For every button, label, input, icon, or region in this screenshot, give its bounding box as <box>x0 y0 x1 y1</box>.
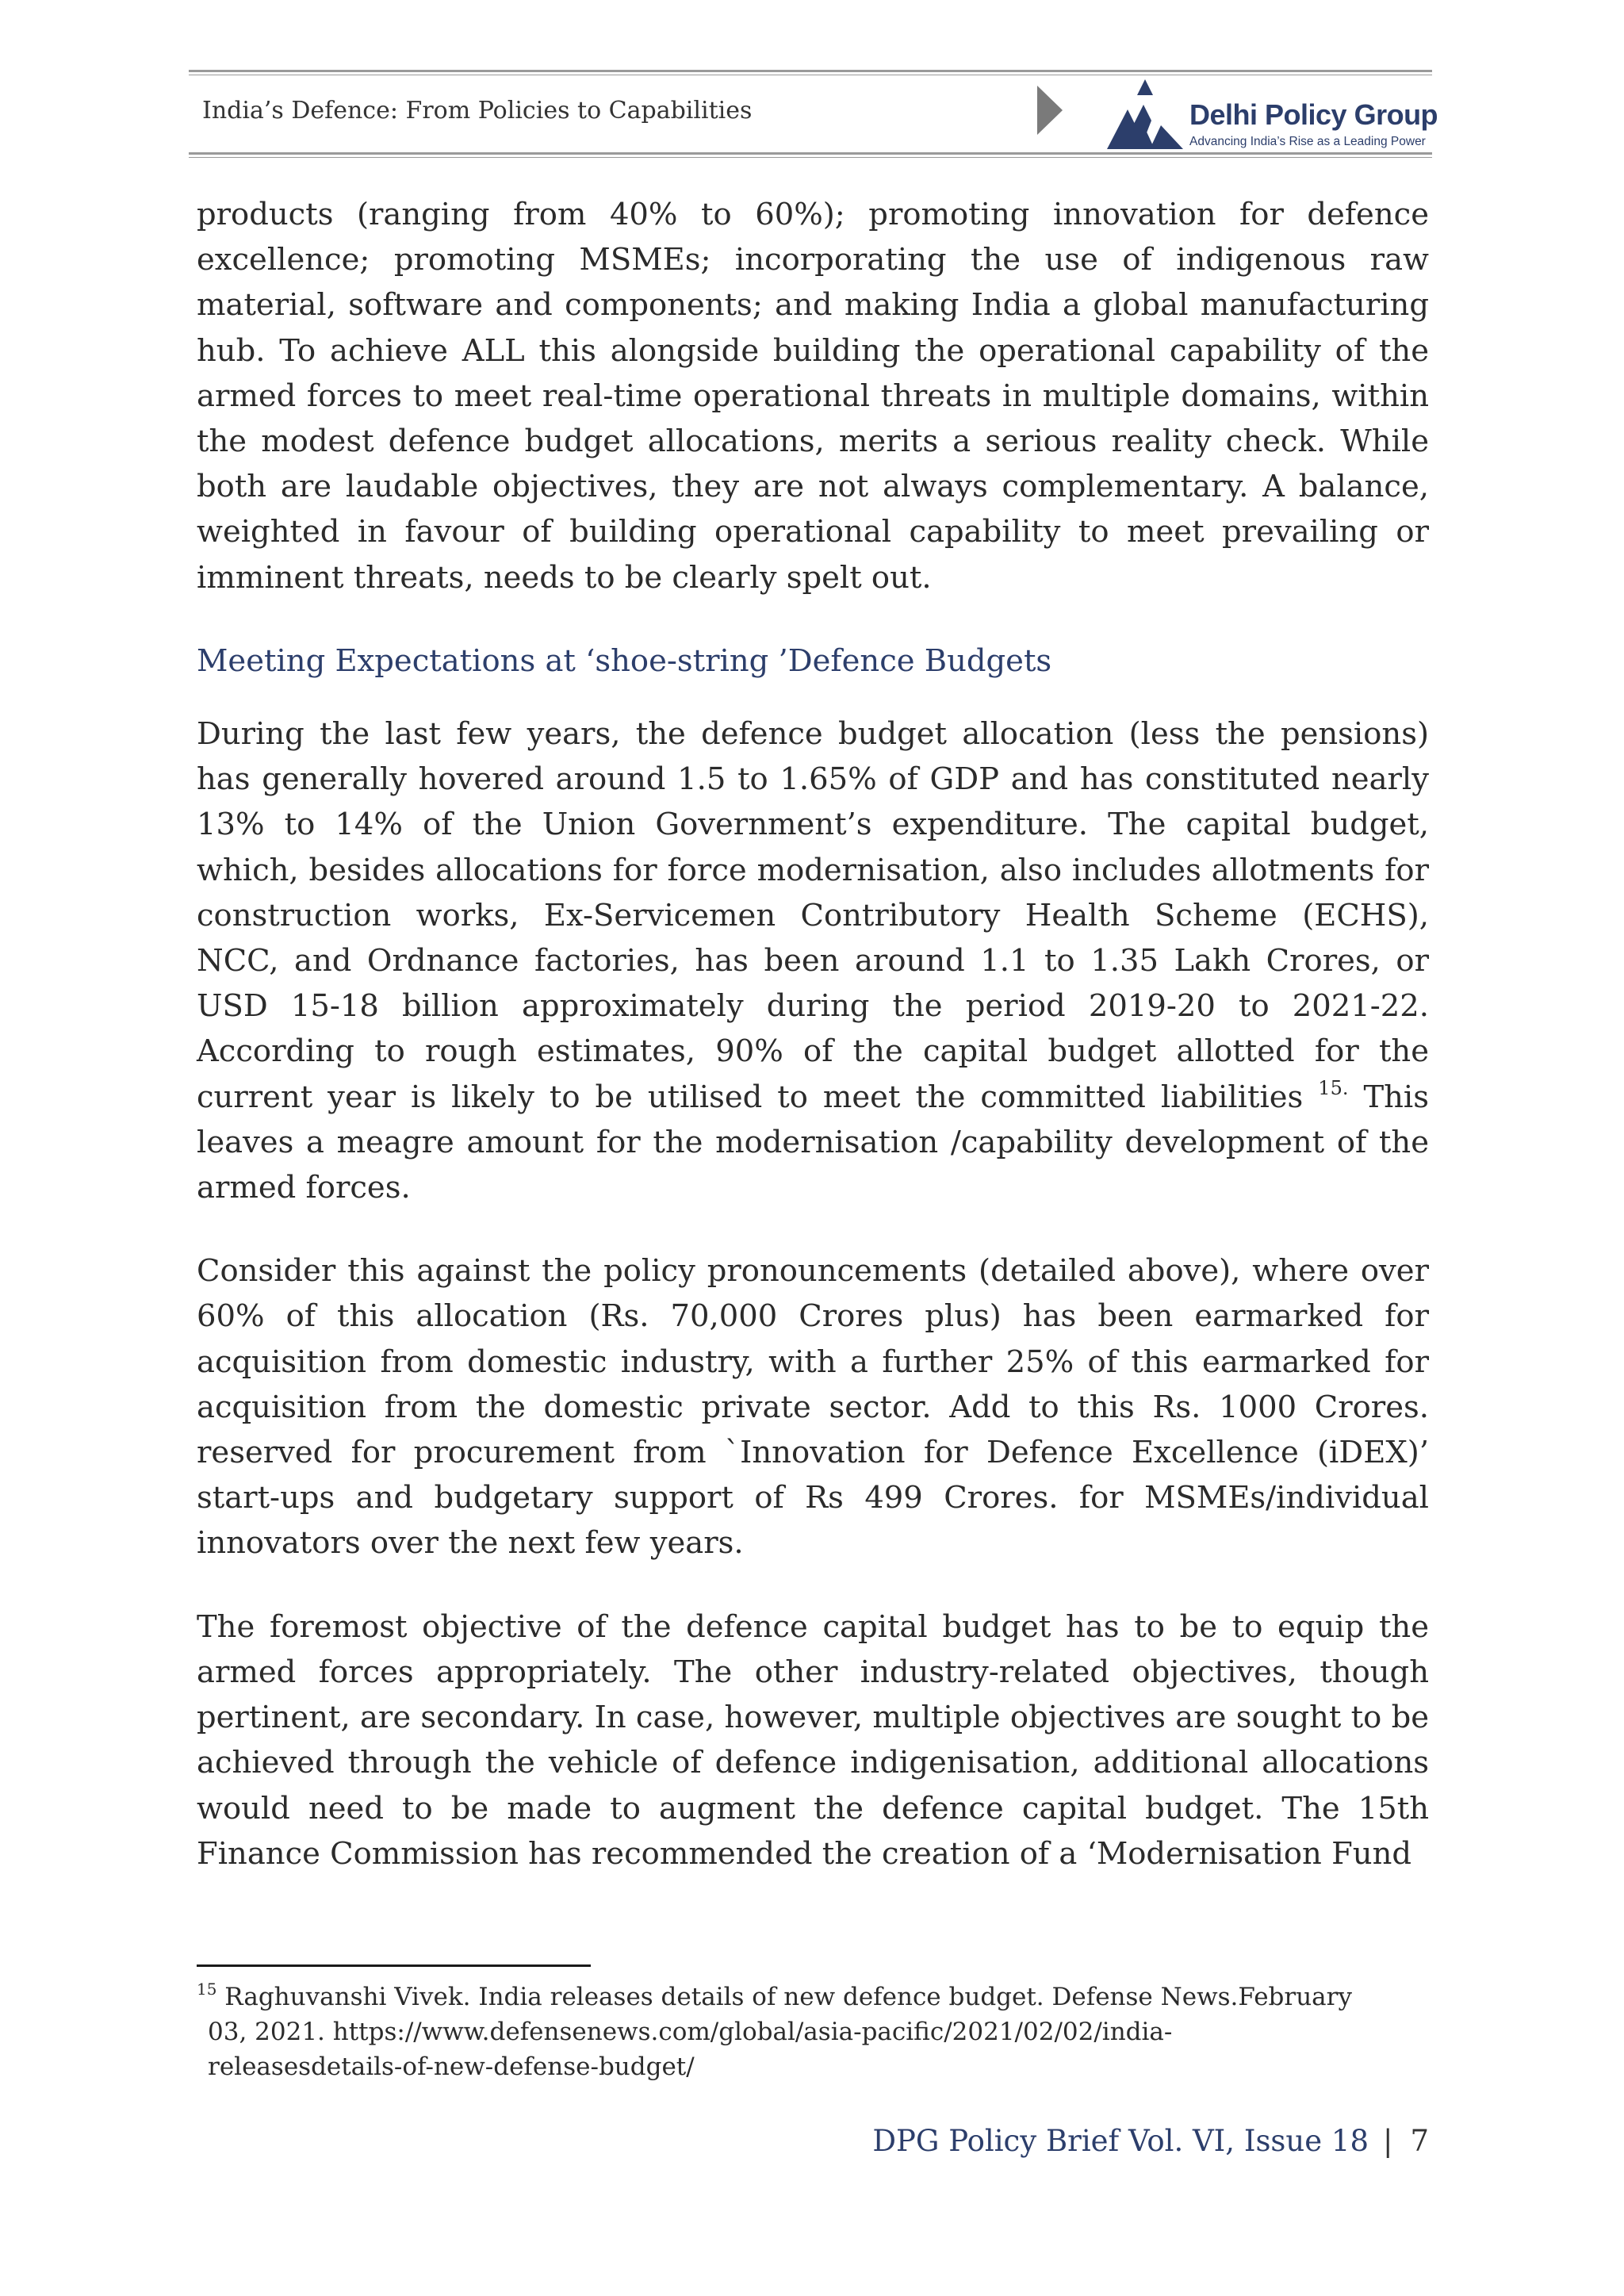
body-content <box>197 192 1429 1915</box>
header-arrow-icon <box>1037 86 1063 135</box>
paragraph-2 <box>197 711 1429 1210</box>
header-rule-top <box>189 70 1432 72</box>
logo-tagline: Advancing India’s Rise as a Leading Power <box>1189 135 1426 148</box>
footnote-text-1: Raghuvanshi Vivek. India releases details of new defence budget. Defense News.February <box>216 1983 1352 2011</box>
footnote <box>197 1980 1434 2084</box>
logo-name: Delhi Policy Group <box>1189 98 1438 131</box>
delhi-policy-group-logo <box>1104 76 1437 152</box>
paragraph-4: The foremost objective of the defence capital budget has to be to equip the armed forces appropriately. The other industry-related objectives, though pertinent, are secondary. In case, however, multiple objectives are sought to be achieved through the vehicle of defence indigenisation, additional allocations would need to be made to augment the defence capital budget. The 15th Finance Commission has recommended the creation of a ‘Modernisation Fund <box>197 1608 1429 1872</box>
footnote-line-2: 03, 2021. https://www.defensenews.com/global/asia-pacific/2021/02/02/india- <box>208 2018 1173 2046</box>
header-rule-bottom <box>189 152 1432 155</box>
running-header-title: India’s Defence: From Policies to Capabilities <box>202 97 753 125</box>
footnote-number: 15 <box>197 1980 217 1999</box>
footnote-reference: 15. <box>1318 1076 1349 1099</box>
section-heading: Meeting Expectations at ‘shoe-string ’Defence Budgets <box>197 642 1052 679</box>
header-rule-bottom-thin <box>189 157 1432 158</box>
page-footer <box>872 2124 1429 2158</box>
publication-title: DPG Policy Brief Vol. VI, Issue 18 <box>872 2124 1369 2158</box>
logo-mark-icon <box>1104 76 1186 152</box>
paragraph-1: products (ranging from 40% to 60%); promoting innovation for defence excellence; promoting MSMEs; incorporating the use of indigenous raw material, software and components; and making India a global manufacturing hub. To achieve ALL this alongside building the operational capability of the armed forces to meet real-time operational threats in multiple domains, within the modest defence budget allocations, merits a serious reality check. While both are laudable objectives, they are not always complementary. A balance, weighted in favour of building operational capability to meet prevailing or imminent threats, needs to be clearly spelt out. <box>197 197 1429 596</box>
footer-separator: | <box>1382 2124 1393 2158</box>
footnote-line-3: releasesdetails-of-new-defense-budget/ <box>208 2053 695 2081</box>
footnote-separator <box>197 1964 591 1967</box>
paragraph-2-text-b: This leaves a meagre amount for the modernisation /capability development of the armed forces. <box>197 1079 1429 1206</box>
page-number: 7 <box>1410 2124 1429 2158</box>
paragraph-2-text-a: During the last few years, the defence budget allocation (less the pensions) has generally hovered around 1.5 to 1.65% of GDP and has constituted nearly 13% to 14% of the Union Government’s expenditure. The capital budget, which, besides allocations for force modernisation, also includes allotments for construction works, Ex-Servicemen Contributory Health Scheme (ECHS), NCC, and Ordnance factories, has been around 1.1 to 1.35 Lakh Crores, or USD 15-18 billion approximately during the period 2019-20 to 2021-22. According to rough estimates, 90% of the capital budget allotted for the current year is likely to be utilised to meet the committed liabilities <box>197 716 1429 1115</box>
paragraph-3: Consider this against the policy pronouncements (detailed above), where over 60% of this allocation (Rs. 70,000 Crores plus) has been earmarked for acquisition from domestic industry, with a further 25% of this earmarked for acquisition from the domestic private sector. Add to this Rs. 1000 Crores. reserved for procurement from `Innovation for Defence Excellence (iDEX)’ start-ups and budgetary support of Rs 499 Crores. for MSMEs/individual innovators over the next few years. <box>197 1253 1429 1562</box>
footnote-line-1 <box>197 1980 1434 2014</box>
